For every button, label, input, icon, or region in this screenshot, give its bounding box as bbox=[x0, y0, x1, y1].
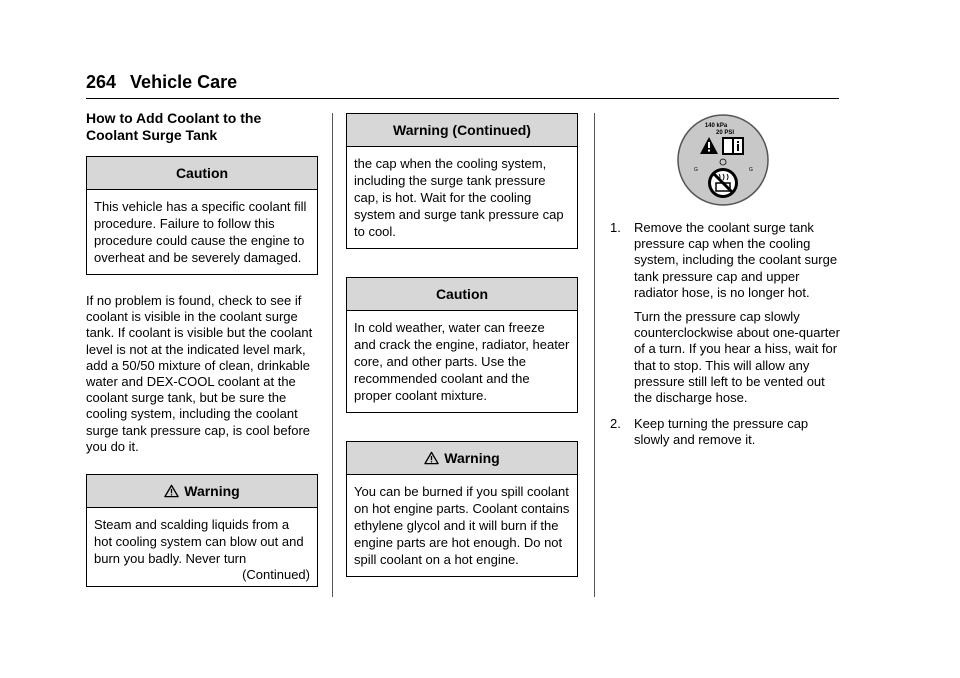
cap-label-psi: 20 PSI bbox=[715, 130, 735, 136]
step-text: Remove the coolant surge tank pressure cap when the cooling system, including the coolant surge tank pressure cap and upper radiator hose, is no longer hot. bbox=[634, 220, 838, 300]
manual-book-icon bbox=[722, 137, 744, 155]
warning-continued-box bbox=[346, 113, 578, 249]
warning-triangle-icon bbox=[164, 484, 179, 498]
body-paragraph: If no problem is found, check to see if coolant is visible in the coolant surge tank. If coolant is visible but the coolant level is not at the indicated level mark, add a 50/50 mixture of clean, drinkable water and DEX-COOL coolant at the coolant surge tank, but be sure the cooling system, including the coolant surge tank pressure cap, is cool before you do it. bbox=[86, 293, 313, 454]
step-text-2: Turn the pressure cap slowly counterclockwise about one-quarter of a turn. If you hear a hiss, wait for that to stop. This will allow any pressure still left to be vented out the discharge hose. bbox=[634, 309, 840, 406]
caution-box-2-body: In cold weather, water can freeze and crack the engine, radiator, heater core, and other parts. Use the recommended coolant and the proper coolant mixture. bbox=[354, 320, 570, 403]
warning-box-2-body: You can be burned if you spill coolant on hot engine parts. Coolant contains ethylene glycol and it will burn if the engine parts are hot enough. Do not spill coolant on a hot engine. bbox=[354, 484, 570, 567]
caution-box-body: This vehicle has a specific coolant fill procedure. Failure to follow this procedure could cause the engine to overheat and be severely damaged. bbox=[94, 199, 307, 265]
cap-mark-right: G bbox=[749, 167, 753, 173]
warning-triangle-icon bbox=[424, 451, 439, 465]
warning-continued-body: the cap when the cooling system, including the surge tank pressure cap, is hot. Wait for the cooling system and surge tank pressure cap to cool. bbox=[354, 156, 564, 239]
warning-continued-header: Warning (Continued) bbox=[347, 114, 577, 147]
page-number: 264 bbox=[86, 72, 117, 92]
column-1 bbox=[86, 110, 318, 587]
page-title: Vehicle Care bbox=[130, 72, 238, 92]
steps-list bbox=[610, 220, 842, 449]
step-text: Keep turning the pressure cap slowly and remove it. bbox=[634, 416, 809, 448]
column-divider-1 bbox=[332, 113, 333, 597]
cap-mark-left: G bbox=[694, 167, 698, 173]
caution-box-1 bbox=[86, 156, 318, 275]
page-header bbox=[86, 72, 237, 93]
step-number: 2. bbox=[610, 416, 621, 432]
warning-box-header bbox=[87, 475, 317, 508]
warning-box-2 bbox=[346, 441, 578, 577]
column-3 bbox=[610, 80, 842, 459]
warning-box-title: Warning bbox=[184, 483, 240, 500]
section-title-line-1: How to Add Coolant to the bbox=[86, 110, 262, 126]
step-1 bbox=[610, 220, 842, 406]
caution-box-2 bbox=[346, 277, 578, 413]
warning-box-1 bbox=[86, 474, 318, 587]
cap-label-kpa: 140 kPa bbox=[704, 123, 728, 129]
column-2 bbox=[346, 113, 578, 577]
continued-label: (Continued) bbox=[242, 567, 310, 583]
step-2 bbox=[610, 416, 842, 448]
column-divider-2 bbox=[594, 113, 595, 597]
section-title bbox=[86, 110, 318, 144]
warning-box-2-header bbox=[347, 442, 577, 475]
caution-box-2-header: Caution bbox=[347, 278, 577, 311]
step-number: 1. bbox=[610, 220, 621, 235]
warning-box-body: Steam and scalding liquids from a hot cooling system can blow out and burn you badly. Never turn bbox=[94, 517, 304, 567]
section-title-line-2: Coolant Surge Tank bbox=[86, 127, 218, 143]
warning-box-2-title: Warning bbox=[444, 450, 500, 466]
pressure-cap-illustration bbox=[676, 113, 770, 207]
caution-box-header: Caution bbox=[87, 157, 317, 190]
